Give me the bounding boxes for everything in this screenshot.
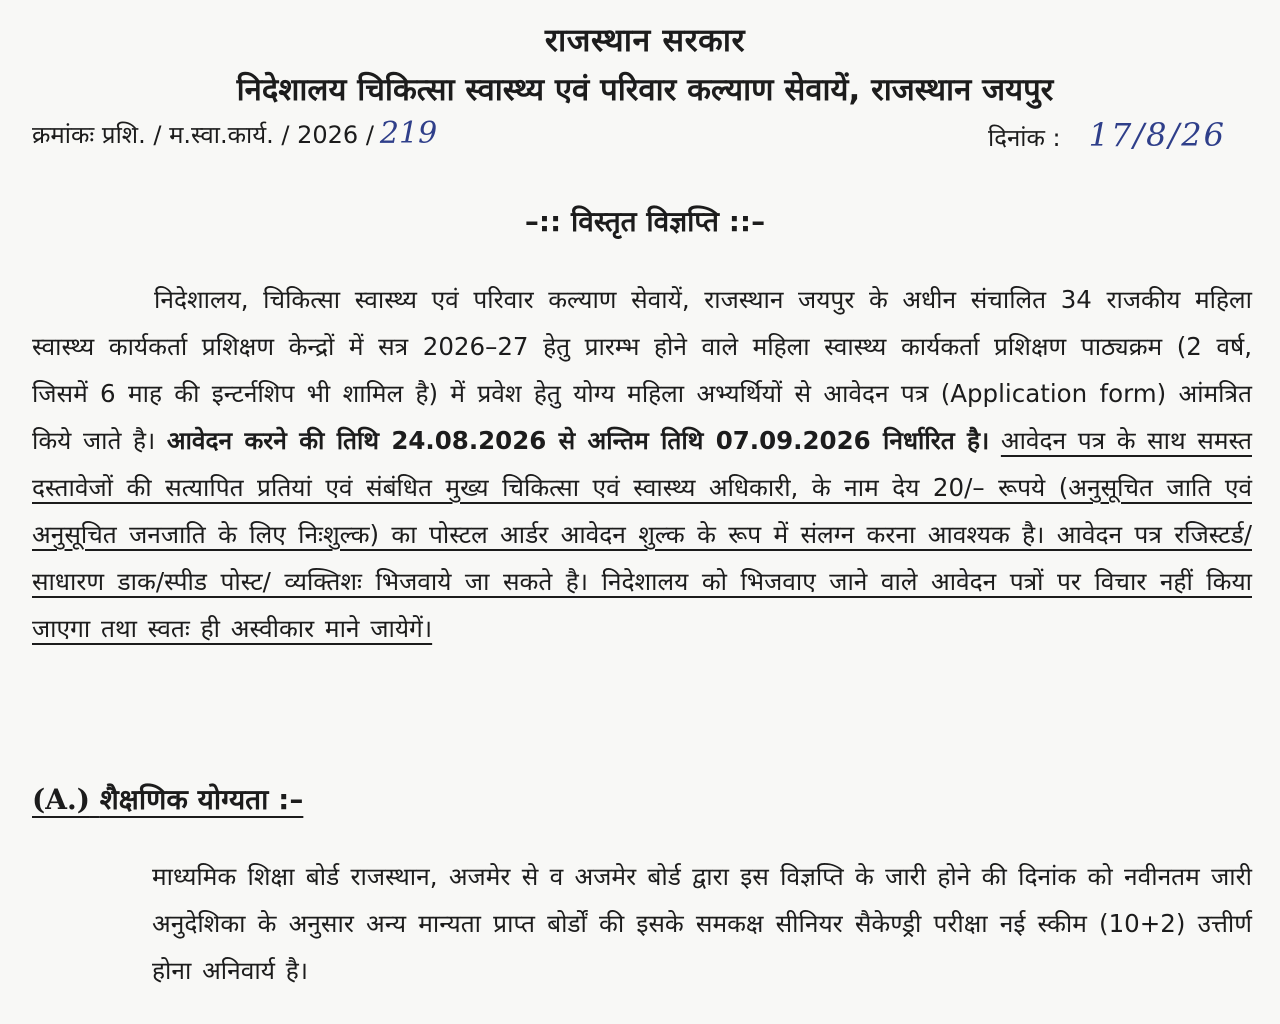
date-line — [988, 116, 1226, 154]
application-instructions-text: आवेदन पत्र के साथ समस्त दस्तावेजों की सत्यापित प्रतियां एवं संबंधित मुख्य चिकित्सा एवं स्वास्थ्य अधिकारी, के नाम देय 20/– रूपये (अनुसूचित जाति एवं अनुसूचित जनजाति के लिए निःशुल्क) का पोस्टल आर्डर आवेदन शुल्क के रूप में संलग्न करना आवश्यक है। आवेदन पत्र रजिस्टर्ड/साधारण डाक/स्पीड पोस्ट/ व्यक्तिशः भिजवाये जा सकते है। निदेशालय को भिजवाए जाने वाले आवेदन पत्रों पर विचार नहीं किया जाएगा तथा स्वतः ही अस्वीकार माने जायेगें। — [32, 426, 1252, 643]
section-a-label: (A.) — [32, 783, 90, 816]
department-heading: निदेशालय चिकित्सा स्वास्थ्य एवं परिवार कल्याण सेवायें, राजस्थान जयपुर — [236, 72, 1054, 108]
section-a-title: शैक्षणिक योग्यता :– — [99, 783, 304, 816]
section-a-body: माध्यमिक शिक्षा बोर्ड राजस्थान, अजमेर से व अजमेर बोर्ड द्वारा इस विज्ञप्ति के जारी होने की दिनांक को नवीनतम जारी अनुदेशिका के अनुसार अन्य मान्यता प्राप्त बोर्डों की इसके समकक्ष सीनियर सैकेण्ड्री परीक्षा नई स्कीम (10+2) उत्तीर्ण होना अनिवार्य है। — [152, 862, 1252, 985]
date-handwritten: 17/8/26 — [1088, 116, 1227, 154]
application-dates-text: आवेदन करने की तिथि 24.08.2026 से अन्तिम तिथि 07.09.2026 निर्धारित है। — [166, 426, 990, 455]
reference-number-handwritten: 219 — [379, 116, 438, 151]
notice-title: –:: विस्तृत विज्ञप्ति ::– — [524, 205, 766, 238]
date-label: दिनांक : — [988, 124, 1061, 152]
reference-label: क्रमांकः प्रशि. / म.स्वा.कार्य. / 2026 / — [32, 121, 374, 149]
government-heading: राजस्थान सरकार — [544, 21, 746, 59]
section-a-heading — [32, 780, 303, 818]
notice-intro-text: निदेशालय, चिकित्सा स्वास्थ्य एवं परिवार कल्याण सेवायें, राजस्थान जयपुर के अधीन संचालित 34 राजकीय महिला स्वास्थ्य कार्यकर्ता प्रशिक्षण केन्द्रों में सत्र 2026–27 हेतु प्रारम्भ होने वाले महिला स्वास्थ्य कार्यकर्ता प्रशिक्षण पाठ्यक्रम (2 वर्ष, जिसमें 6 माह की इन्टर्नशिप भी शामिल है) में प्रवेश हेतु योग्य महिला अभ्यर्थियों से आवेदन पत्र (Application form) आंमत्रित किये जाते है। — [32, 285, 1252, 455]
notice-paragraph — [32, 276, 1252, 652]
reference-line — [32, 116, 437, 151]
